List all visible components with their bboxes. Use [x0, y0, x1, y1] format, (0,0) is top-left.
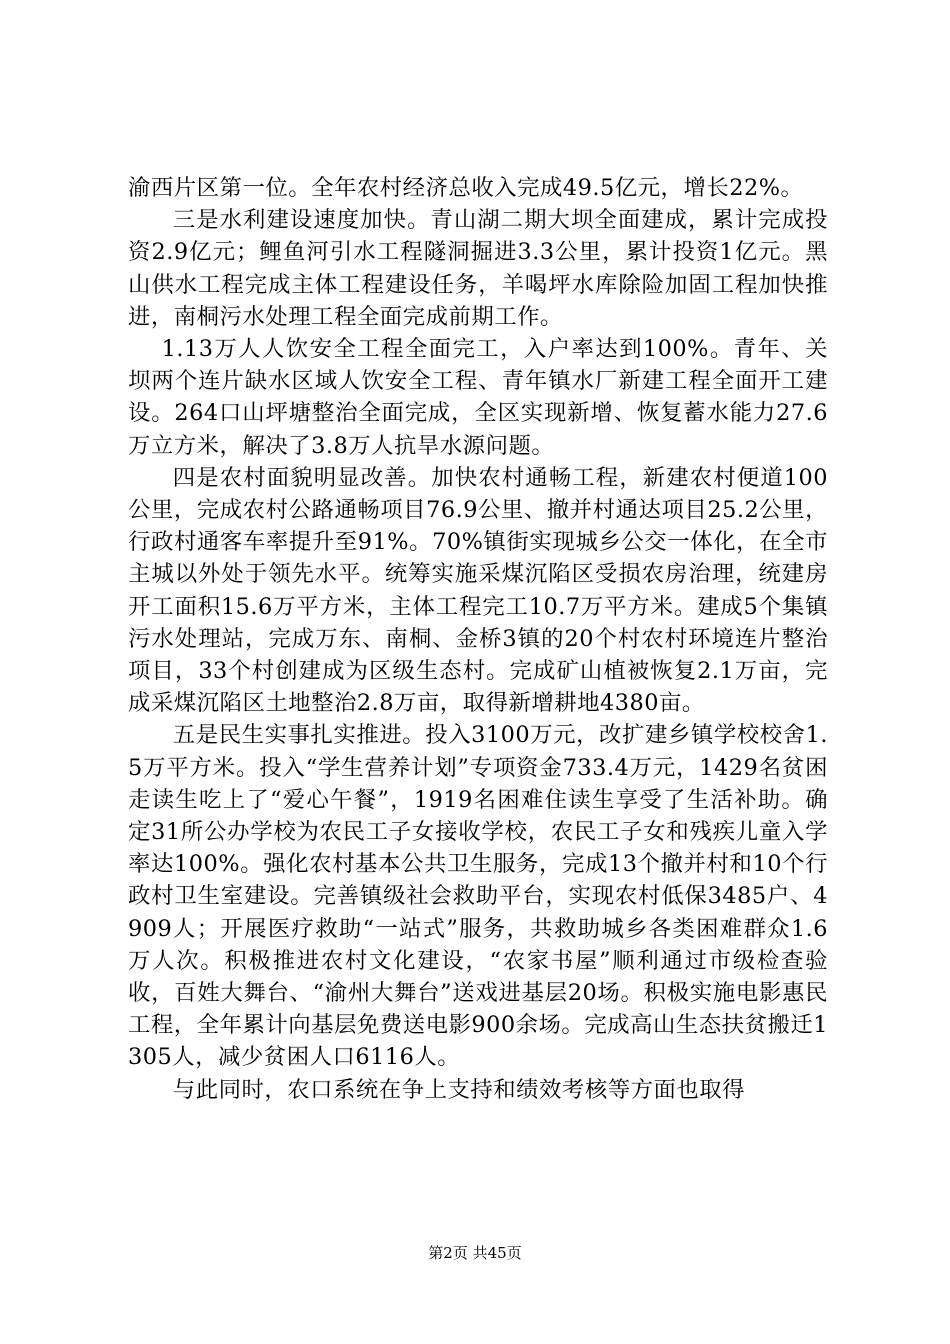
- paragraph-continued: 渝西片区第一位。全年农村经济总收入完成49.5亿元，增长22%。: [128, 175, 804, 201]
- paragraph-livelihood: 五是民生实事扎实推进。投入3100万元，改扩建乡镇学校校舍1.5万平方米。投入“学生营养计划”专项资金733.4万元，1429名贫困走读生吃上了“爱心午餐”，1919名困难住读生享受了生活补助。确定31所公办学校为农民工子女接收学校，农民工子女和残疾儿童入学率达100%。强化农村基本公共卫生服务，完成13个撤并村和10个行政村卫生室建设。完善镇级社会救助平台，实现农村低保3485户、4909人；开展医疗救助“一站式”服务，共救助城乡各类困难群众1.6万人次。积极推进农村文化建设，“农家书屋”顺利通过市级检查验收，百姓大舞台、“渝州大舞台”送戏进基层20场。积极实施电影惠民工程，全年累计向基层免费送电影900余场。完成高山生态扶贫搬迁1305人，减少贫困人口6116人。: [128, 722, 828, 1071]
- paragraph-water-conservancy: 三是水利建设速度加快。青山湖二期大坝全面建成，累计完成投资2.9亿元；鲤鱼河引水工程隧洞掘进3.3公里，累计投资1亿元。黑山供水工程完成主体工程建设任务，羊喝坪水库除险加固工程加快推进，南桐污水处理工程全面完成前期工作。: [128, 207, 828, 330]
- paragraph-rural-appearance: 四是农村面貌明显改善。加快农村通畅工程，新建农村便道100公里，完成农村公路通畅项目76.9公里、撤并村通达项目25.2公里，行政村通客车率提升至91%。70%镇街实现城乡公交一体化，在全市主城以外处于领先水平。统筹实施采煤沉陷区受损农房治理，统建房开工面积15.6万平方米，主体工程完工10.7万平方米。建成5个集镇污水处理站，完成万东、南桐、金桥3镇的20个村农村环境连片整治项目，33个村创建成为区级生态村。完成矿山植被恢复2.1万亩，完成采煤沉陷区土地整治2.8万亩，取得新增耕地4380亩。: [128, 464, 828, 717]
- paragraph-drinking-water: 1.13万人人饮安全工程全面完工，入户率达到100%。青年、关坝两个连片缺水区域人饮安全工程、青年镇水厂新建工程全面开工建设。264口山坪塘整治全面完成，全区实现新增、恢复蓄水能力27.6万立方米，解决了3.8万人抗旱水源问题。: [128, 336, 828, 459]
- body-text: [128, 172, 828, 1106]
- page-footer: [0, 1243, 950, 1263]
- page-number: 第2页 共45页: [428, 1244, 522, 1262]
- paragraph-meanwhile: 与此同时，农口系统在争上支持和绩效考核等方面也取得: [172, 1076, 746, 1103]
